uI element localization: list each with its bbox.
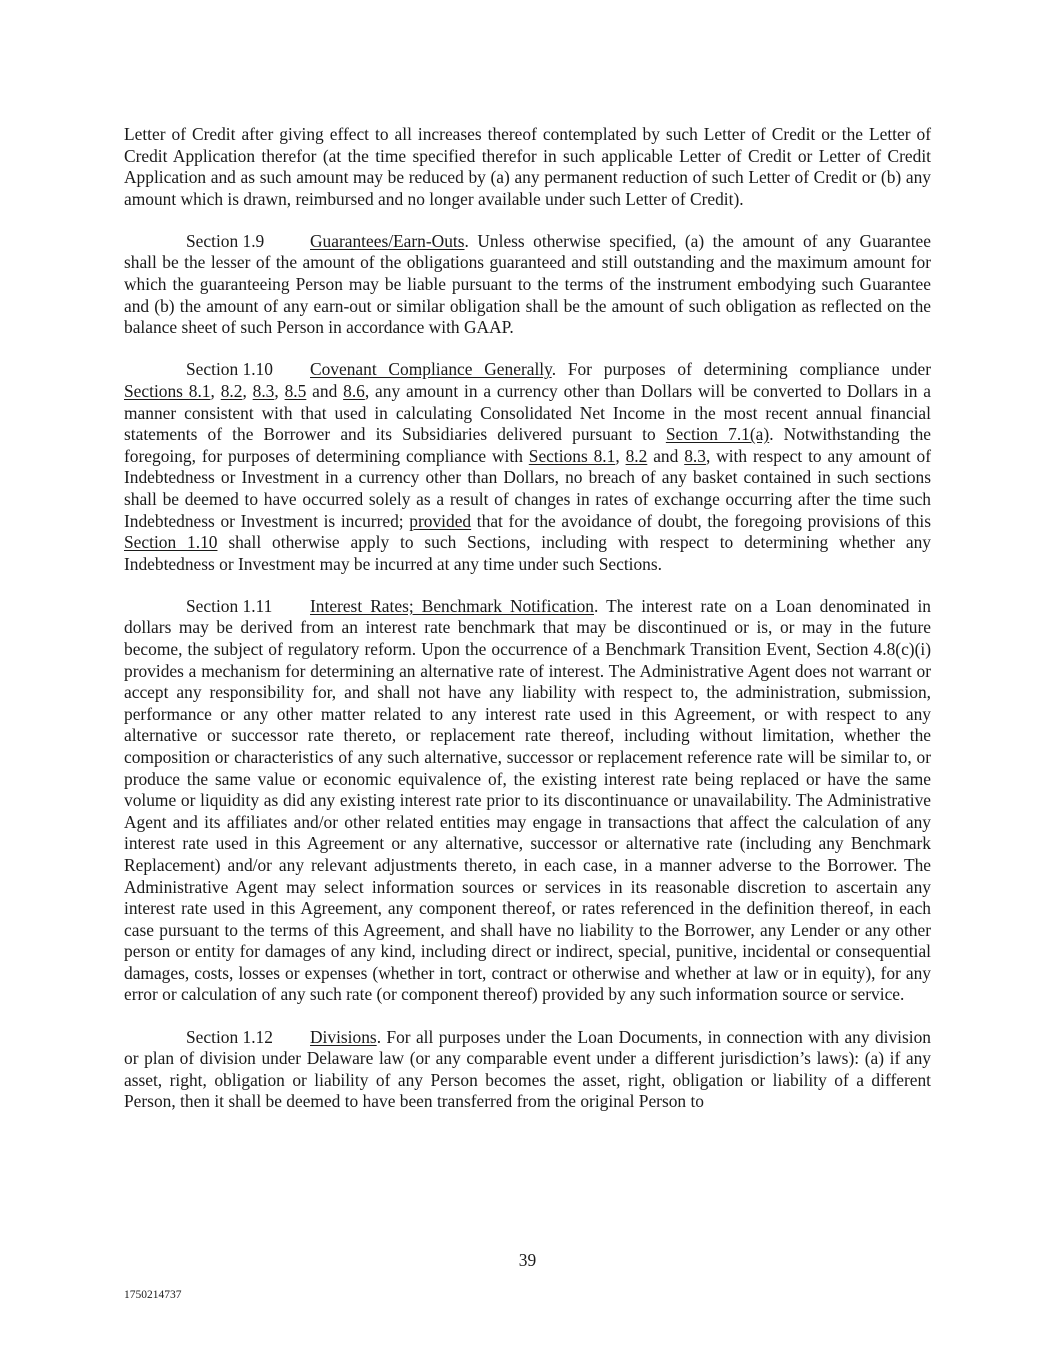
section-number: Section 1.9 [186,230,265,251]
section-body: . Unless otherwise specified, (a) the amount of any Guarantee shall be the lesser of the amount of the obligations guaranteed and still outstanding and the maximum amount for which the guaranteeing Person may be liable pursuant to the terms of the instrument embodying such Guarantee and (b) the amount of any earn-out or similar obligation shall be the amount of such obligation as reflected on the balance sheet of such Person in accordance with GAAP. [124,230,931,338]
section-number: Section 1.10 [186,359,273,380]
section-reference: Sections 8.1 [124,380,211,401]
section-1-10 [124,359,931,575]
separator: and [306,380,344,401]
section-body: . The interest rate on a Loan denominated in dollars may be derived from an interest rate benchmark that may be discontinued or is, or may in the future become, the subject of regulatory reform. Upon the occurrence of a Benchmark Transition Event, Section 4.8(c)(i) provides a mechanism for determining an alternative rate of interest. The Administrative Agent does not warrant or accept any responsibility for, and shall not have any liability with respect to, the administration, submission, performance or any other matter related to any interest rate used in this Agreement, or with respect to any alternative or successor rate thereto, or replacement rate thereof, including without limitation, whether the composition or characteristics of any such alternative, successor or replacement reference rate will be similar to, or produce the same value or economic equivalence of, the existing interest rate being replaced or have the same volume or liquidity as did any existing interest rate prior to its discontinuance or unavailability. The Administrative Agent and its affiliates and/or other related entities may engage in transactions that affect the calculation of any interest rate used in this Agreement or any alternative, successor or alternative rate (including any Benchmark Replacement) and/or any relevant adjustments thereto, in each case, in a manner adverse to the Borrower. The Administrative Agent may select information sources or services in its reasonable discretion to ascertain any interest rate used in this Agreement, any component thereof, or rates referenced in the definition thereof, in each case pursuant to the terms of this Agreement, and shall have no liability to the Borrower, any Lender or any other person or entity for damages of any kind, including direct or indirect, special, punitive, incidental or consequential damages, costs, losses or expenses (whether in tort, contract or otherwise and whether at law or in equity), for any error or calculation of any such rate (or component thereof) provided by any such information source or service. [124,595,931,1005]
section-title: Divisions [310,1026,377,1047]
page-number: 39 [518,1250,537,1270]
section-text: , any amount in a currency other than Dollars will be converted to Dollars in a manner consistent with that used in calculating Consolidated Net Income in the most recent annual financial statements of the Borrower and its Subsidiaries delivered pursuant to [124,380,931,445]
section-1-9 [124,231,931,339]
section-reference: 8.3 [252,380,275,401]
separator: , [615,445,626,466]
section-reference: 8.5 [284,380,307,401]
section-text: shall otherwise apply to such Sections, including with respect to determining whether any Indebtedness or Investment may be incurred at any time under such Sections. [124,532,931,574]
section-1-12 [124,1027,931,1113]
section-reference: Section 7.1(a) [665,424,770,445]
section-text: . Notwithstanding the foregoing, for purposes of determining compliance with [124,424,931,466]
section-title: Guarantees/Earn-Outs [310,230,465,251]
intro-paragraph: Letter of Credit after giving effect to all increases thereof contemplated by such Letter of Credit or the Letter of Credit Application therefor (at the time specified therefor in such applicable Letter of Credit or Letter of Credit Application and as such amount may be reduced by (a) any permanent reduction of such Letter of Credit or (b) any amount which is drawn, reimbursed and no longer available under such Letter of Credit). [124,124,931,209]
section-text: . For purposes of determining compliance under [551,359,931,380]
section-text: , with respect to any amount of Indebtedness or Investment in a currency other than Dollars, no breach of any basket contained in such sections shall be deemed to have occurred solely as a result of changes in rates of exchange occurring after the time such Indebtedness or Investment is incurred; [124,445,931,531]
separator: , [210,380,221,401]
section-reference: 8.6 [343,380,365,401]
separator: and [647,445,685,466]
page-body [124,124,931,1133]
section-reference: 8.3 [684,445,706,466]
section-reference: 8.2 [220,380,243,401]
section-text: that for the avoidance of doubt, the foregoing provisions of this [471,510,931,531]
section-number: Section 1.11 [186,595,273,616]
section-title: Interest Rates; Benchmark Notification [310,595,594,616]
separator: , [274,380,285,401]
provided-term: provided [409,510,472,531]
section-title: Covenant Compliance Generally [310,359,552,380]
section-body: . For all purposes under the Loan Documents, in connection with any division or plan of division under Delaware law (or any comparable event under a different jurisdiction’s laws): (a) if any asset, right, obligation or liability of any Person becomes the asset, right, obligation or liability of a different Person, then it shall be deemed to have been transferred from the original Person to [124,1026,931,1112]
section-1-11 [124,596,931,1006]
separator: , [242,380,253,401]
section-reference: Section 1.10 [124,532,218,553]
section-reference: Sections 8.1 [528,445,616,466]
section-number: Section 1.12 [186,1026,273,1047]
document-id: 1750214737 [124,1289,182,1301]
section-reference: 8.2 [625,445,648,466]
